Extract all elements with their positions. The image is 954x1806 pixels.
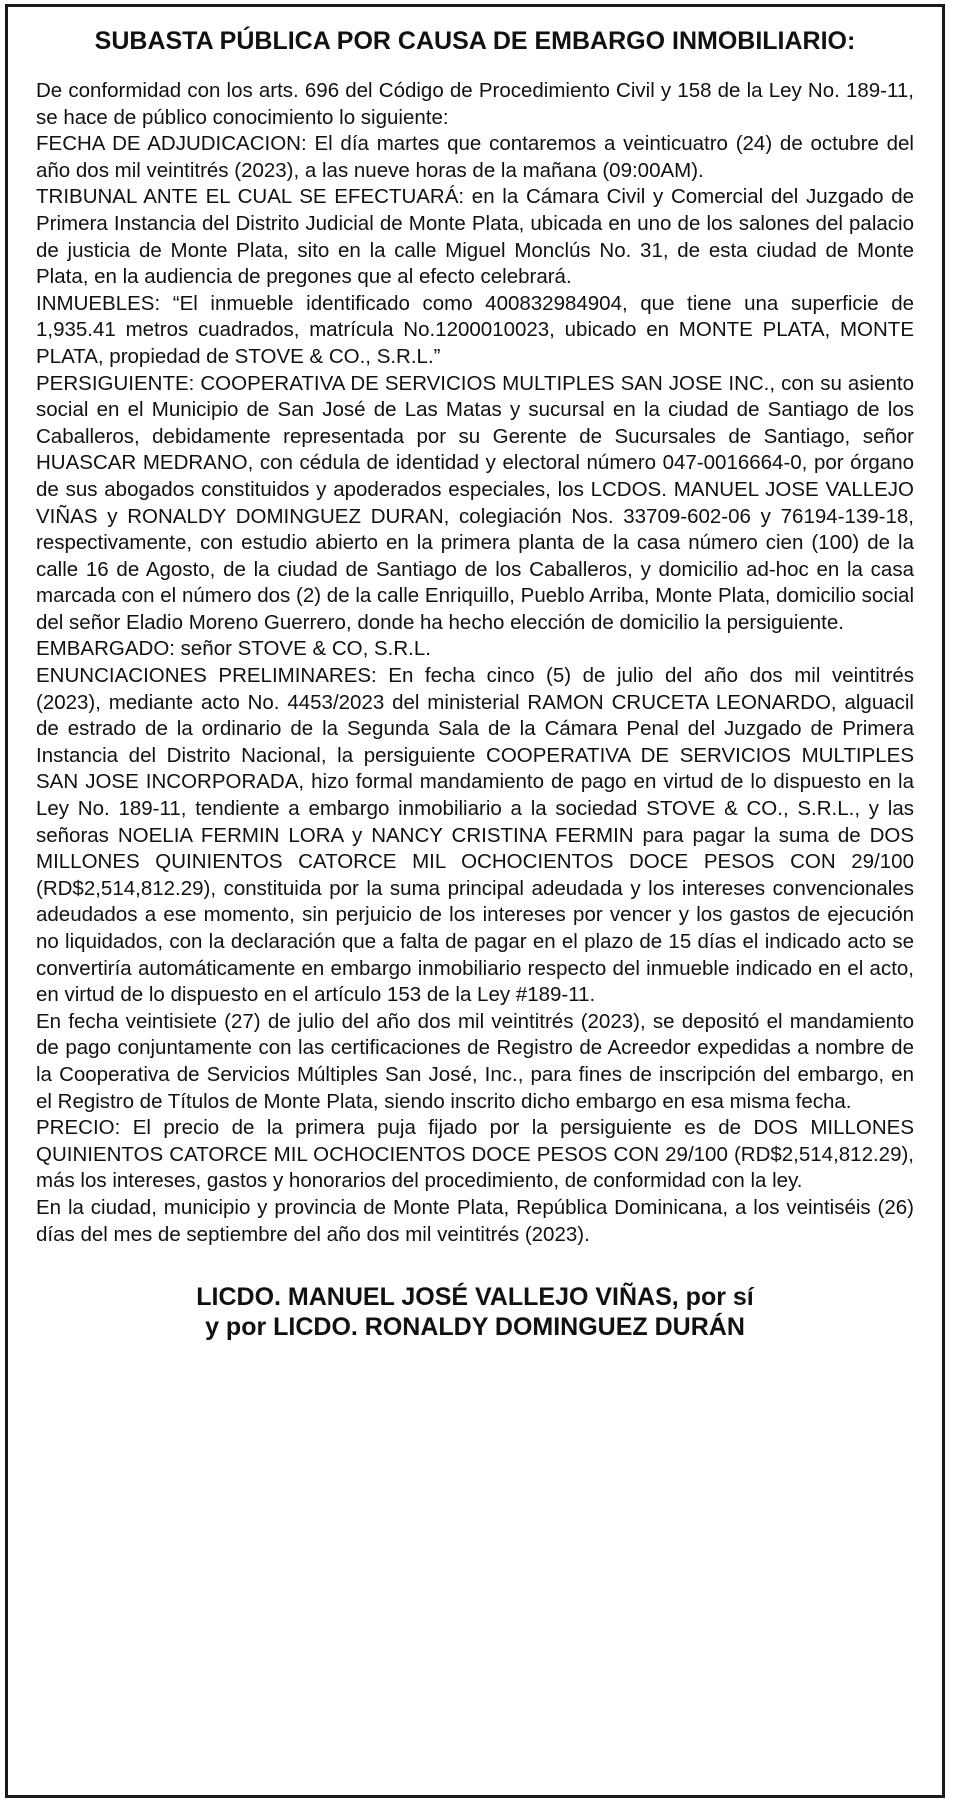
closing-paragraph: En la ciudad, municipio y provincia de Monte Plata, República Dominicana, a los veintiséis (26) días del mes de septiembre del año dos mil veintitrés (2023). — [36, 1195, 914, 1246]
tribunal-paragraph: TRIBUNAL ANTE EL CUAL SE EFECTUARÁ: en la Cámara Civil y Comercial del Juzgado de Primera Instancia del Distrito Judicial de Monte Plata, ubicada en uno de los salones del palacio de justicia de Monte Plata, sito en la calle Miguel Monclús No. 31, de esta ciudad de Monte Plata, en la audiencia de pregones que al efecto celebrará. — [36, 185, 914, 289]
signature-line-1: LICDO. MANUEL JOSÉ VALLEJO VIÑAS, por sí — [196, 1283, 754, 1312]
price-paragraph: PRECIO: El precio de la primera puja fijado por la persiguiente es de DOS MILLONES QUINIENTOS CATORCE MIL OCHOCIENTOS DOCE PESOS CON 29/100 (RD$2,514,812.29), más los intereses, gastos y honorarios del procedimiento, de conformidad con la ley. — [36, 1116, 914, 1193]
pursuer-paragraph: PERSIGUIENTE: COOPERATIVA DE SERVICIOS MULTIPLES SAN JOSE INC., con su asiento social en el Municipio de San José de Las Matas y sucursal en la ciudad de Santiago de los Caballeros, debidamente representada por su Gerente de Sucursales de Santiago, señor HUASCAR MEDRANO, con cédula de identidad y electoral número 047-0016664-0, por órgano de sus abogados constituidos y apoderados especiales, los LCDOS. MANUEL JOSE VALLEJO VIÑAS y RONALDY DOMINGUEZ DURAN, colegiación Nos. 33709-602-06 y 76194-139-18, respectivamente, con estudio abierto en la primera planta de la casa número cien (100) de la calle 16 de Agosto, de la ciudad de Santiago de los Caballeros, y domicilio ad-hoc en la casa marcada con el número dos (2) de la calle Enriquillo, Pueblo Arriba, Monte Plata, domicilio social del señor Eladio Moreno Guerrero, donde ha hecho elección de domicilio la persiguiente. — [36, 371, 914, 634]
adjudication-date-paragraph: FECHA DE ADJUDICACION: El día martes que contaremos a veinticuatro (24) de octubre del año dos mil veintitrés (2023), a las nueve horas de la mañana (09:00AM). — [36, 132, 914, 182]
deposit-paragraph: En fecha veintisiete (27) de julio del año dos mil veintitrés (2023), se depositó el mandamiento de pago conjuntamente con las certificaciones de Registro de Acreedor expedidas a nombre de la Cooperativa de Servicios Múltiples San José, Inc., para fines de inscripción del embargo, en el Registro de Títulos de Monte Plata, siendo inscrito dicho embargo en esa misma fecha. — [36, 1009, 914, 1113]
seized-party-paragraph: EMBARGADO: señor STOVE & CO, S.R.L. — [36, 637, 431, 661]
notice-title: SUBASTA PÚBLICA POR CAUSA DE EMBARGO INMOBILIARIO: — [94, 27, 856, 55]
property-paragraph: INMUEBLES: “El inmueble identificado como 400832984904, que tiene una superficie de 1,935.41 metros cuadrados, matrícula No.1200010023, ubicado en MONTE PLATA, MONTE PLATA, propiedad de STOVE & CO., S.R.L.” — [36, 291, 914, 368]
legal-notice — [5, 4, 945, 1798]
intro-paragraph: De conformidad con los arts. 696 del Código de Procedimiento Civil y 158 de la Ley No. 189-11, se hace de público conocimiento lo siguiente: — [36, 79, 914, 129]
signature-line-2: y por LICDO. RONALDY DOMINGUEZ DURÁN — [205, 1313, 745, 1342]
signature-block — [36, 1282, 914, 1342]
preliminary-statements-paragraph: ENUNCIACIONES PRELIMINARES: En fecha cinco (5) de julio del año dos mil veintitrés (2023), mediante acto No. 4453/2023 del ministerial RAMON CRUCETA LEONARDO, alguacil de estrado de la ordinario de la Segunda Sala de la Cámara Penal del Juzgado de Primera Instancia del Distrito Nacional, la persiguiente COOPERATIVA DE SERVICIOS MULTIPLES SAN JOSE INCORPORADA, hizo formal mandamiento de pago en virtud de lo dispuesto en la Ley No. 189-11, tendiente a embargo inmobiliario a la sociedad STOVE & CO., S.R.L., y las señoras NOELIA FERMIN LORA y NANCY CRISTINA FERMIN para pagar la suma de DOS MILLONES QUINIENTOS CATORCE MIL OCHOCIENTOS DOCE PESOS CON 29/100 (RD$2,514,812.29), constituida por la suma principal adeudada y los intereses convencionales adeudados a ese momento, sin perjuicio de los intereses por vencer y los gastos de ejecución no liquidados, con la declaración que a falta de pagar en el plazo de 15 días el indicado acto se convertiría automáticamente en embargo inmobiliario respecto del inmueble indicado en el acto, en virtud de lo dispuesto en el artículo 153 de la Ley #189-11. — [36, 664, 914, 1007]
